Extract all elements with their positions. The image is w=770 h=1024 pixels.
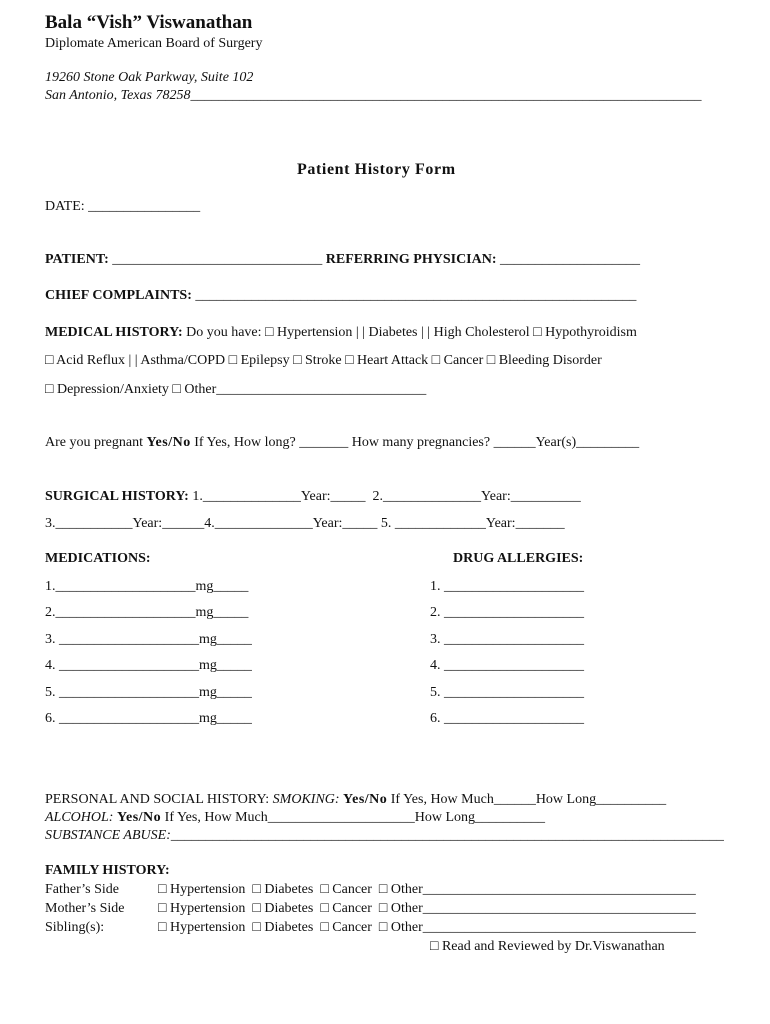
allergy-row[interactable]: 5. ____________________ [430, 685, 584, 700]
family-relation-label: Father’s Side [45, 882, 120, 897]
allergy-row[interactable]: 4. ____________________ [430, 658, 584, 673]
medications-heading: MEDICATIONS: [45, 551, 151, 566]
allergy-row[interactable]: 3. ____________________ [430, 632, 584, 647]
medication-row[interactable]: 1.____________________mg_____ [45, 579, 249, 594]
family-options-row[interactable]: □ Hypertension □ Diabetes □ Cancer □ Other_______________________________________ [158, 882, 696, 897]
patient-label: PATIENT: [45, 252, 109, 267]
medication-row[interactable]: 3. ____________________mg_____ [45, 632, 252, 647]
alcohol-label: ALCOHOL: [45, 810, 114, 825]
patient-row [45, 252, 640, 268]
address-line-1: 19260 Stone Oak Parkway, Suite 102 [45, 70, 254, 85]
smoking-label: SMOKING: [272, 792, 340, 807]
allergy-row[interactable]: 2. ____________________ [430, 605, 584, 620]
substance-abuse-row[interactable]: SUBSTANCE ABUSE:_______________________________________________________________________________ [45, 828, 724, 843]
medical-history-options-1[interactable]: Do you have: □ Hypertension | | Diabetes | | High Cholesterol □ Hypothyroidism [182, 325, 637, 340]
drug-allergies-heading: DRUG ALLERGIES: [453, 551, 584, 566]
chief-complaints-field[interactable]: _______________________________________________________________ [191, 288, 637, 303]
medication-row[interactable]: 5. ____________________mg_____ [45, 685, 252, 700]
address-line-2: San Antonio, Texas 78258_________________________________________________________________________ [45, 88, 702, 103]
surgical-history-label: SURGICAL HISTORY: [45, 489, 189, 504]
smoking-details[interactable]: If Yes, How Much______How Long__________ [387, 792, 667, 807]
chief-complaints-row [45, 288, 636, 304]
family-options-row[interactable]: □ Hypertension □ Diabetes □ Cancer □ Other_______________________________________ [158, 920, 696, 935]
medication-row[interactable]: 6. ____________________mg_____ [45, 711, 252, 726]
allergy-row[interactable]: 1. ____________________ [430, 579, 584, 594]
social-history-label: PERSONAL AND SOCIAL HISTORY: [45, 792, 273, 807]
pregnancy-details[interactable]: If Yes, How long? _______ How many pregnancies? ______Year(s)_________ [190, 435, 640, 450]
surgical-history-line-2[interactable]: 3.___________Year:______4.______________Year:_____ 5. _____________Year:_______ [45, 516, 565, 531]
medication-row[interactable]: 2.____________________mg_____ [45, 605, 249, 620]
doctor-name: Bala “Vish” Viswanathan [45, 12, 253, 33]
medical-history-line-2[interactable]: □ Acid Reflux | | Asthma/COPD □ Epilepsy □ Stroke □ Heart Attack □ Cancer □ Bleeding Disorder [45, 353, 602, 368]
alcohol-row[interactable] [45, 810, 545, 826]
medical-history-label: MEDICAL HISTORY: [45, 325, 183, 340]
patient-field[interactable]: ______________________________ [108, 252, 326, 267]
family-relation-label: Mother’s Side [45, 901, 125, 916]
surgical-history-line-1[interactable] [45, 489, 581, 505]
pregnancy-yes-no[interactable]: Yes/No [146, 435, 191, 450]
allergy-row[interactable]: 6. ____________________ [430, 711, 584, 726]
surgical-history-entries-1[interactable]: 1.______________Year:_____ 2.______________Year:__________ [188, 489, 581, 504]
chief-complaints-label: CHIEF COMPLAINTS: [45, 288, 192, 303]
form-title: Patient History Form [297, 161, 456, 178]
medication-row[interactable]: 4. ____________________mg_____ [45, 658, 252, 673]
medical-history-line-1[interactable] [45, 325, 637, 341]
smoking-yes-no[interactable]: Yes/No [339, 792, 388, 807]
reviewed-checkbox[interactable]: □ Read and Reviewed by Dr.Viswanathan [430, 939, 665, 954]
referring-physician-label: REFERRING PHYSICIAN: [325, 252, 497, 267]
alcohol-details[interactable]: If Yes, How Much_____________________How Long__________ [161, 810, 546, 825]
family-options-row[interactable]: □ Hypertension □ Diabetes □ Cancer □ Other_______________________________________ [158, 901, 696, 916]
family-history-heading: FAMILY HISTORY: [45, 863, 170, 878]
pregnancy-question: Are you pregnant [45, 435, 147, 450]
social-history-smoking-row[interactable] [45, 792, 666, 808]
date-field[interactable]: DATE: ________________ [45, 199, 201, 214]
medical-history-line-3[interactable]: □ Depression/Anxiety □ Other______________________________ [45, 382, 427, 397]
doctor-credential: Diplomate American Board of Surgery [45, 36, 263, 51]
alcohol-yes-no[interactable]: Yes/No [113, 810, 162, 825]
family-relation-label: Sibling(s): [45, 920, 105, 935]
referring-physician-field[interactable]: ____________________ [496, 252, 641, 267]
pregnancy-row[interactable] [45, 435, 639, 451]
